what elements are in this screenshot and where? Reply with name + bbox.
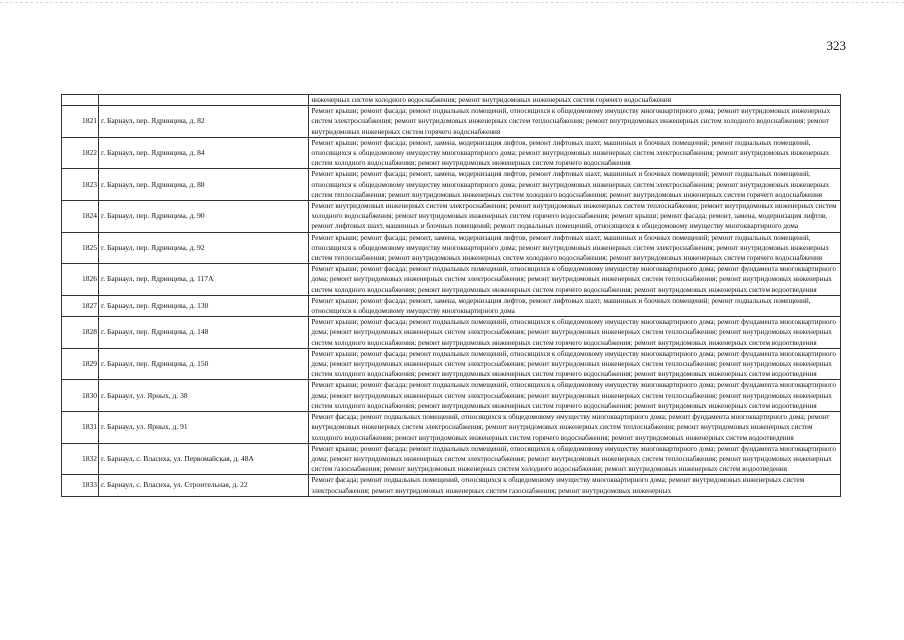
address-cell: г. Барнаул, пер. Ядринцева, д. 90 bbox=[99, 201, 309, 233]
table-row bbox=[62, 201, 841, 233]
row-number-cell bbox=[62, 95, 99, 106]
repair-works-table bbox=[61, 94, 841, 497]
row-number-cell: 1824 bbox=[62, 201, 99, 233]
address-cell: г. Барнаул, пер. Ядринцева, д. 88 bbox=[99, 169, 309, 201]
table-row bbox=[62, 169, 841, 201]
page-number: 323 bbox=[826, 38, 846, 53]
table-row bbox=[62, 264, 841, 296]
works-list-cell: инженерных систем холодного водоснабжения; ремонт внутридомовых инженерных систем горячего водоснабжения bbox=[309, 95, 841, 106]
address-cell: г. Барнаул, с. Власиха, ул. Первомайская, д. 48А bbox=[99, 443, 309, 475]
row-number-cell: 1830 bbox=[62, 380, 99, 412]
table-row bbox=[62, 380, 841, 412]
row-number-cell: 1823 bbox=[62, 169, 99, 201]
works-list-cell: Ремонт крыши; ремонт фасада; ремонт подвальных помещений, относящихся к общедомовому имуществу многоквартирного дома; ремонт внутридомовых инженерных систем электроснабжения; ремонт внутридомовых инженерных систем теплоснабжения; ремонт внутридомовых инженерных систем холодного водоснабжения; ремонт внутридомовых инженерных систем горячего водоснабжения bbox=[309, 106, 841, 138]
works-list-cell: Ремонт крыши; ремонт фасада; ремонт подвальных помещений, относящихся к общедомовому имуществу многоквартирного дома; ремонт фундамента многоквартирного дома; ремонт внутридомовых инженерных систем электроснабжения; ремонт внутридомовых инженерных систем теплоснабжения; ремонт внутридомовых инженерных систем холодного водоснабжения; ремонт внутридомовых инженерных систем горячего водоснабжения; ремонт внутридомовых инженерных систем водоотведения bbox=[309, 317, 841, 349]
works-list-cell: Ремонт фасада; ремонт подвальных помещений, относящихся к общедомовому имуществу многоквартирного дома; ремонт внутридомовых инженерных систем электроснабжения; ремонт внутридомовых инженерных систем газоснабжения; ремонт внутридомовых инженерных bbox=[309, 475, 841, 496]
table-row bbox=[62, 232, 841, 264]
works-list-cell: Ремонт крыши; ремонт фасада; ремонт, замена, модернизация лифтов, ремонт лифтовых шахт, машинных и блочных помещений; ремонт подвальных помещений, относящихся к общедомовому имуществу многоквартирного дома; ремонт внутридомовых инженерных систем электроснабжения; ремонт внутридомовых инженерных систем теплоснабжения; ремонт внутридомовых инженерных систем холодного водоснабжения; ремонт внутридомовых инженерных систем горячего водоснабжения bbox=[309, 232, 841, 264]
row-number-cell: 1821 bbox=[62, 106, 99, 138]
row-number-cell: 1825 bbox=[62, 232, 99, 264]
table-row bbox=[62, 348, 841, 380]
table-row bbox=[62, 317, 841, 349]
row-number-cell: 1831 bbox=[62, 412, 99, 444]
row-number-cell: 1826 bbox=[62, 264, 99, 296]
address-cell: г. Барнаул, пер. Ядринцева, д. 148 bbox=[99, 317, 309, 349]
scan-edge-line bbox=[0, 2, 904, 3]
table-row bbox=[62, 106, 841, 138]
address-cell: г. Барнаул, пер. Ядринцева, д. 92 bbox=[99, 232, 309, 264]
address-cell: г. Барнаул, с. Власиха, ул. Строительная, д. 22 bbox=[99, 475, 309, 496]
works-list-cell: Ремонт крыши; ремонт фасада; ремонт, замена, модернизация лифтов, ремонт лифтовых шахт, машинных и блочных помещений; ремонт подвальных помещений, относящихся к общедомовому имуществу многоквартирного дома; ремонт внутридомовых инженерных систем электроснабжения; ремонт внутридомовых инженерных систем теплоснабжения; ремонт внутридомовых инженерных систем холодного водоснабжения; ремонт внутридомовых инженерных систем горячего водоснабжения bbox=[309, 169, 841, 201]
row-number-cell: 1822 bbox=[62, 137, 99, 169]
works-list-cell: Ремонт фасада; ремонт подвальных помещений, относящихся к общедомовому имуществу многоквартирного дома; ремонт фундамента многоквартирного дома; ремонт внутридомовых инженерных систем электроснабжения; ремонт внутридомовых инженерных систем теплоснабжения; ремонт внутридомовых инженерных систем холодного водоснабжения; ремонт внутридомовых инженерных систем горячего водоснабжения; ремонт внутридомовых инженерных систем водоотведения bbox=[309, 412, 841, 444]
address-cell: г. Барнаул, ул. Ярных, д. 38 bbox=[99, 380, 309, 412]
works-list-cell: Ремонт крыши; ремонт фасада; ремонт подвальных помещений, относящихся к общедомовому имуществу многоквартирного дома; ремонт фундамента многоквартирного дома; ремонт внутридомовых инженерных систем электроснабжения; ремонт внутридомовых инженерных систем теплоснабжения; ремонт внутридомовых инженерных систем холодного водоснабжения; ремонт внутридомовых инженерных систем горячего водоснабжения; ремонт внутридомовых инженерных систем водоотведения bbox=[309, 264, 841, 296]
works-list-cell: Ремонт крыши; ремонт фасада; ремонт, замена, модернизация лифтов, ремонт лифтовых шахт, машинных и блочных помещений; ремонт подвальных помещений, относящихся к общедомовому имуществу многоквартирного дома bbox=[309, 295, 841, 316]
works-list-cell: Ремонт крыши; ремонт фасада; ремонт подвальных помещений, относящихся к общедомовому имуществу многоквартирного дома; ремонт фундамента многоквартирного дома; ремонт внутридомовых инженерных систем электроснабжения; ремонт внутридомовых инженерных систем теплоснабжения; ремонт внутридомовых инженерных систем холодного водоснабжения; ремонт внутридомовых инженерных систем горячего водоснабжения; ремонт внутридомовых инженерных систем водоотведения bbox=[309, 380, 841, 412]
table-row bbox=[62, 95, 841, 106]
works-list-cell: Ремонт крыши; ремонт фасада; ремонт, замена, модернизация лифтов, ремонт лифтовых шахт, машинных и блочных помещений; ремонт подвальных помещений, относящихся к общедомовому имуществу многоквартирного дома; ремонт внутридомовых инженерных систем электроснабжения; ремонт внутридомовых инженерных систем холодного водоснабжения; ремонт внутридомовых инженерных систем горячего водоснабжения bbox=[309, 137, 841, 169]
table-row bbox=[62, 412, 841, 444]
table-body bbox=[62, 95, 841, 497]
table-row bbox=[62, 475, 841, 496]
address-cell: г. Барнаул, пер. Ядринцева, д. 84 bbox=[99, 137, 309, 169]
address-cell: г. Барнаул, пер. Ядринцева, д. 130 bbox=[99, 295, 309, 316]
works-list-cell: Ремонт крыши; ремонт фасада; ремонт подвальных помещений, относящихся к общедомовому имуществу многоквартирного дома; ремонт фундамента многоквартирного дома; ремонт внутридомовых инженерных систем электроснабжения; ремонт внутридомовых инженерных систем теплоснабжения; ремонт внутридомовых инженерных систем газоснабжения; ремонт внутридомовых инженерных систем холодного водоснабжения; ремонт внутридомовых инженерных систем водоотведения bbox=[309, 443, 841, 475]
table-row bbox=[62, 443, 841, 475]
works-list-cell: Ремонт внутридомовых инженерных систем электроснабжения; ремонт внутридомовых инженерных систем теплоснабжения; ремонт внутридомовых инженерных систем холодного водоснабжения; ремонт внутридомовых инженерных систем горячего водоснабжения; ремонт крыши; ремонт фасада; ремонт, замена, модернизация лифтов, ремонт лифтовых шахт, машинных и блочных помещений; ремонт подвальных помещений, относящихся к общедомовому имуществу многоквартирного дома bbox=[309, 201, 841, 233]
row-number-cell: 1828 bbox=[62, 317, 99, 349]
row-number-cell: 1827 bbox=[62, 295, 99, 316]
table-row bbox=[62, 295, 841, 316]
address-cell bbox=[99, 95, 309, 106]
row-number-cell: 1829 bbox=[62, 348, 99, 380]
address-cell: г. Барнаул, пер. Ядринцева, д. 150 bbox=[99, 348, 309, 380]
table-row bbox=[62, 137, 841, 169]
row-number-cell: 1832 bbox=[62, 443, 99, 475]
works-list-cell: Ремонт крыши; ремонт фасада; ремонт подвальных помещений, относящихся к общедомовому имуществу многоквартирного дома; ремонт фундамента многоквартирного дома; ремонт внутридомовых инженерных систем электроснабжения; ремонт внутридомовых инженерных систем теплоснабжения; ремонт внутридомовых инженерных систем холодного водоснабжения; ремонт внутридомовых инженерных систем горячего водоснабжения; ремонт внутридомовых инженерных систем водоотведения bbox=[309, 348, 841, 380]
row-number-cell: 1833 bbox=[62, 475, 99, 496]
address-cell: г. Барнаул, пер. Ядринцева, д. 82 bbox=[99, 106, 309, 138]
address-cell: г. Барнаул, пер. Ядринцева, д. 117А bbox=[99, 264, 309, 296]
address-cell: г. Барнаул, ул. Ярных, д. 91 bbox=[99, 412, 309, 444]
